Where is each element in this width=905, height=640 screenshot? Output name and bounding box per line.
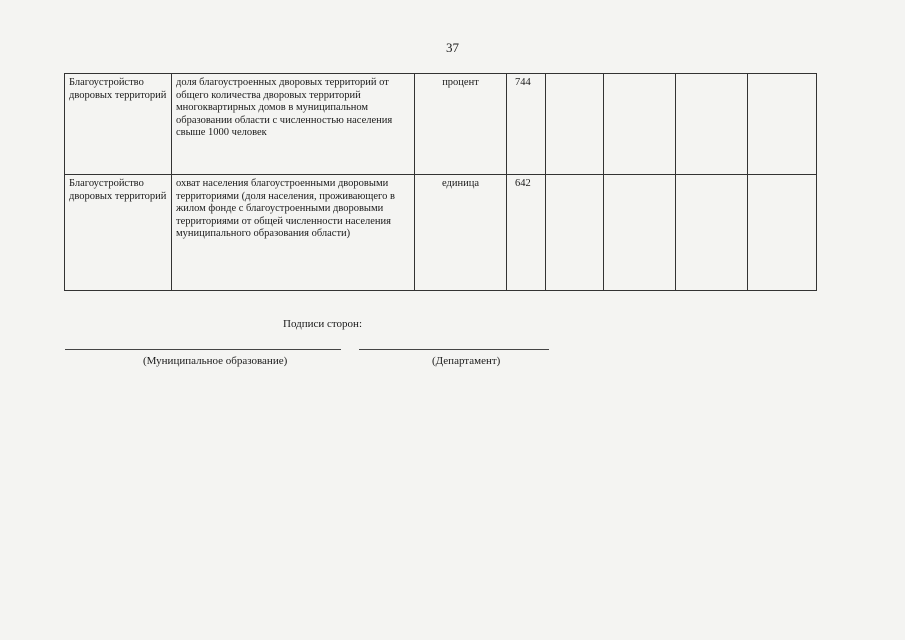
indicators-table xyxy=(64,73,817,291)
indicator-cell: охват населения благоустроенными дворовыми территориями (доля населения, проживающего в жилом фонде с благоустроенными дворовыми территориями от общей численности населения муниципального образования области) xyxy=(172,175,415,291)
indicator-cell: доля благоустроенных дворовых территорий от общего количества дворовых территорий многоквартирных домов в муниципальном образовании области с численностью населения свыше 1000 человек xyxy=(172,74,415,175)
empty-cell xyxy=(676,175,748,291)
municipality-caption: (Муниципальное образование) xyxy=(143,355,288,367)
signatures-title: Подписи сторон: xyxy=(283,318,363,330)
table-row xyxy=(65,74,817,175)
empty-cell xyxy=(748,74,817,175)
department-caption: (Департамент) xyxy=(432,355,501,367)
direction-cell: Благоустройство дворовых территорий xyxy=(65,74,172,175)
department-signature-line xyxy=(359,349,549,350)
empty-cell xyxy=(676,74,748,175)
direction-cell: Благоустройство дворовых территорий xyxy=(65,175,172,291)
empty-cell xyxy=(604,175,676,291)
empty-cell xyxy=(604,74,676,175)
code-cell: 744 xyxy=(507,74,546,175)
code-cell: 642 xyxy=(507,175,546,291)
table-row xyxy=(65,175,817,291)
unit-cell: единица xyxy=(415,175,507,291)
unit-cell: процент xyxy=(415,74,507,175)
empty-cell xyxy=(748,175,817,291)
empty-cell xyxy=(546,175,604,291)
page-number: 37 xyxy=(446,40,459,55)
municipality-signature-line xyxy=(65,349,341,350)
empty-cell xyxy=(546,74,604,175)
